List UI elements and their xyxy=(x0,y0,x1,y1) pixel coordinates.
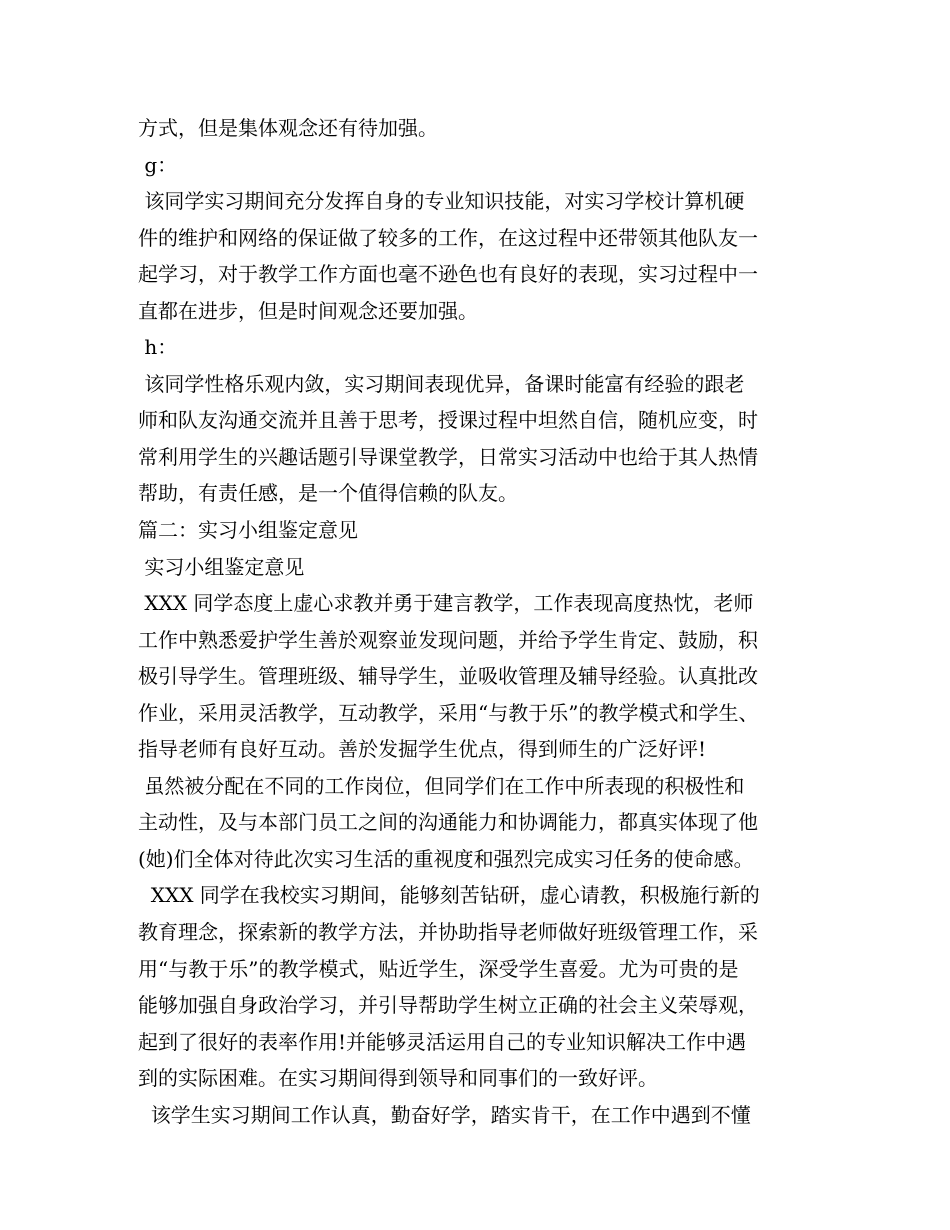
text-line: 主动性，及与本部门员工之间的沟通能力和协调能力，都真实体现了他 xyxy=(138,810,758,835)
text-line: 能够加强自身政治学习，并引导帮助学生树立正确的社会主义荣辱观， xyxy=(138,993,758,1018)
text-line: 教育理念，探索新的教学方法，并协助指导老师做好班级管理工作，采 xyxy=(138,920,758,945)
text-line: 方式，但是集体观念还有待加强。 xyxy=(138,116,438,140)
text-line: 极引导学生。管理班级、辅导学生，並吸收管理及辅导经验。认真批改 xyxy=(138,664,758,689)
text-line: 工作中熟悉爱护学生善於观察並发现问题，并给予学生肯定、鼓励，积 xyxy=(138,627,758,652)
text-line: 师和队友沟通交流并且善于思考，授课过程中坦然自信，随机应变，时 xyxy=(138,408,758,433)
text-line: 件的维护和网络的保证做了较多的工作，在这过程中还带领其他队友一 xyxy=(138,225,758,250)
section-title: 实习小组鉴定意见 xyxy=(138,554,305,579)
text-line: XXX 同学在我校实习期间，能够刻苦钻研，虚心请教，积极施行新的 xyxy=(138,883,760,908)
text-line: 帮助，有责任感，是一个值得信赖的队友。 xyxy=(138,481,518,506)
text-line: 虽然被分配在不同的工作岗位，但同学们在工作中所表现的积极性和 xyxy=(138,773,745,798)
text-line: 用“与教于乐”的教学模式，贴近学生，深受学生喜爱。尤为可贵的是 xyxy=(138,956,739,981)
text-line: 该同学性格乐观内敛，实习期间表现优异，备课时能富有经验的跟老 xyxy=(138,371,745,396)
document-page xyxy=(138,110,838,1133)
chapter-heading: 篇二：实习小组鉴定意见 xyxy=(138,518,358,543)
text-line: 起学习，对于教学工作方面也毫不逊色也有良好的表现，实习过程中一 xyxy=(138,262,758,287)
section-label-h: h： xyxy=(138,335,178,360)
text-line: XXX 同学态度上虚心求教并勇于建言教学，工作表现高度热忱，老师 xyxy=(138,591,754,616)
text-line: 直都在进步，但是时间观念还要加强。 xyxy=(138,298,478,323)
text-line: 该同学实习期间充分发挥自身的专业知识技能，对实习学校计算机硬 xyxy=(138,189,745,214)
text-line: 到的实际困难。在实习期间得到领导和同事们的一致好评。 xyxy=(138,1066,658,1091)
text-line: 该学生实习期间工作认真，勤奋好学，踏实肯干，在工作中遇到不懂 xyxy=(138,1102,751,1127)
text-line: 常利用学生的兴趣话题引导课堂教学，日常实习活动中也给于其人热情 xyxy=(138,444,758,469)
text-line: 起到了很好的表率作用!并能够灵活运用自己的专业知识解决工作中遇 xyxy=(138,1029,747,1054)
text-line: 作业，采用灵活教学，互动教学，采用“与教于乐”的教学模式和学生、 xyxy=(138,700,759,725)
text-line: 指导老师有良好互动。善於发掘学生优点，得到师生的广泛好评! xyxy=(138,737,707,762)
section-label-g: g： xyxy=(138,152,178,177)
text-line: (她)们全体对待此次实习生活的重视度和强烈完成实习任务的使命感。 xyxy=(138,846,754,871)
